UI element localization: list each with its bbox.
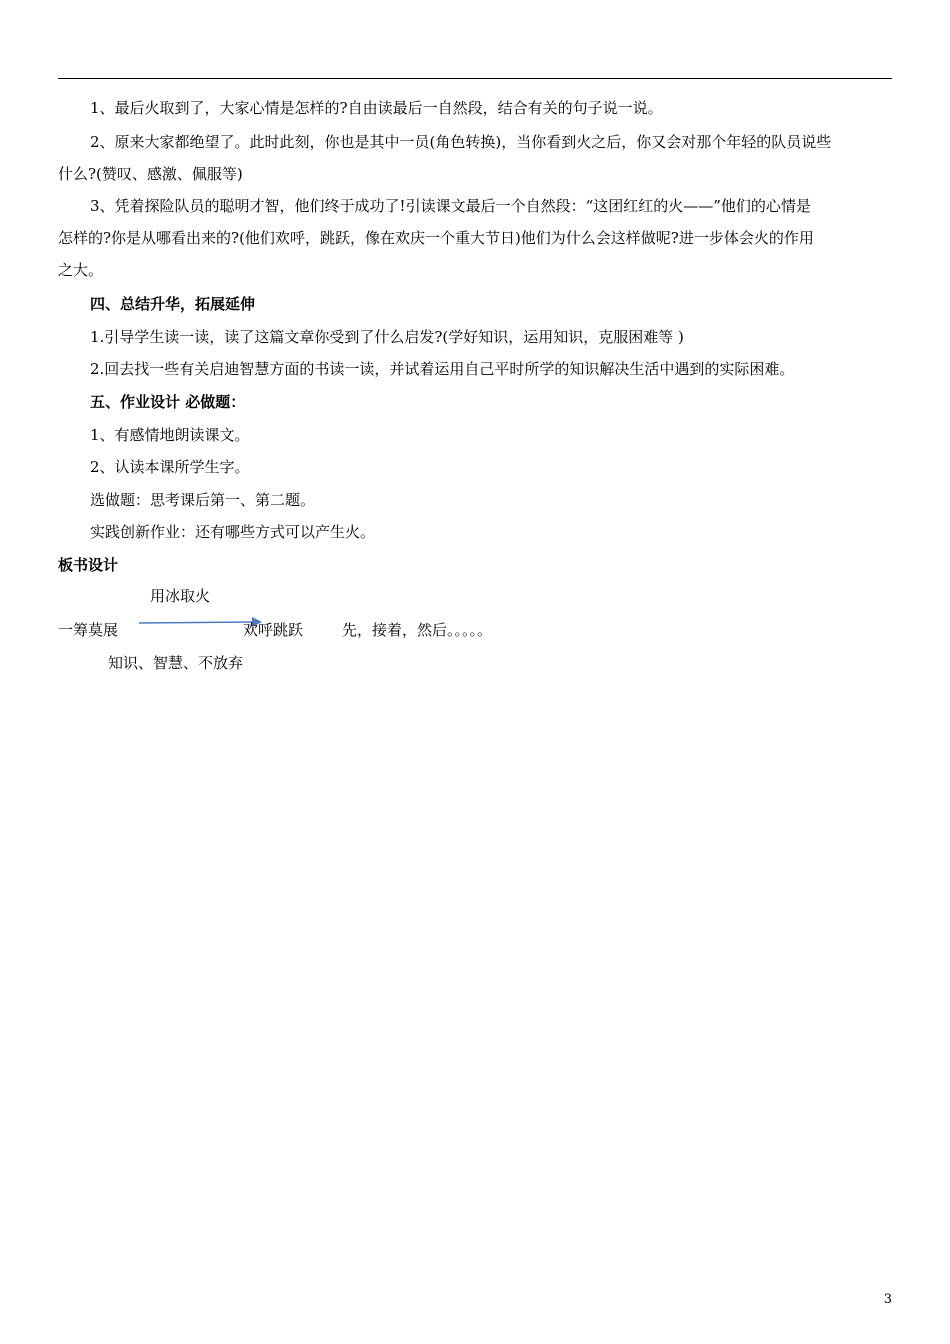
board-design-title: 板书设计 <box>58 556 119 574</box>
homework-item-2: 2、认读本课所学生字。 <box>90 458 250 476</box>
paragraph-3 <box>58 190 892 286</box>
practice-homework: 实践创新作业：还有哪些方式可以产生火。 <box>90 523 376 541</box>
board-top-label: 用冰取火 <box>150 587 211 605</box>
paragraph-3-line-1: 3、凭着探险队员的聪明才智，他们终于成功了!引读课文最后一个自然段：“这团红红的火——”他们的心情是 <box>90 197 811 215</box>
section-four-item-1: 1.引导学生读一读，读了这篇文章你受到了什么启发?(学好知识，运用知识，克服困难等 ) <box>90 328 684 346</box>
page-number: 3 <box>883 1292 892 1307</box>
paragraph-1-line: 1、最后火取到了，大家心情是怎样的?自由读最后一自然段，结合有关的句子说一说。 <box>90 99 663 117</box>
paragraph-2-line-2: 什么?(赞叹、感激、佩服等) <box>58 165 243 183</box>
section-five-heading: 五、作业设计 必做题： <box>90 393 246 411</box>
paragraph-2-line-1: 2、原来大家都绝望了。此时此刻，你也是其中一员(角色转换)，当你看到火之后，你又会对那个年轻的队员说些 <box>90 133 832 151</box>
board-bottom-text: 知识、智慧、不放弃 <box>108 654 244 672</box>
board-middle-text: 欢呼跳跃 <box>243 621 304 639</box>
section-four-heading: 四、总结升华，拓展延伸 <box>90 295 256 313</box>
paragraph-1 <box>58 92 892 124</box>
board-right-text: 先，接着，然后。。。。。 <box>342 621 493 639</box>
homework-item-1: 1、有感情地朗读课文。 <box>90 426 250 444</box>
board-left-text: 一筹莫展 <box>58 621 119 639</box>
paragraph-2 <box>58 126 892 190</box>
header-rule <box>58 78 892 79</box>
section-four-item-2: 2.回去找一些有关启迪智慧方面的书读一读，并试着运用自己平时所学的知识解决生活中遇到的实际困难。 <box>90 360 795 378</box>
optional-homework: 选做题：思考课后第一、第二题。 <box>90 491 316 509</box>
paragraph-3-line-3: 之大。 <box>58 261 104 279</box>
paragraph-3-line-2: 怎样的?你是从哪看出来的?(他们欢呼，跳跃，像在欢庆一个重大节日)他们为什么会这样做呢?进一步体会火的作用 <box>58 229 814 247</box>
